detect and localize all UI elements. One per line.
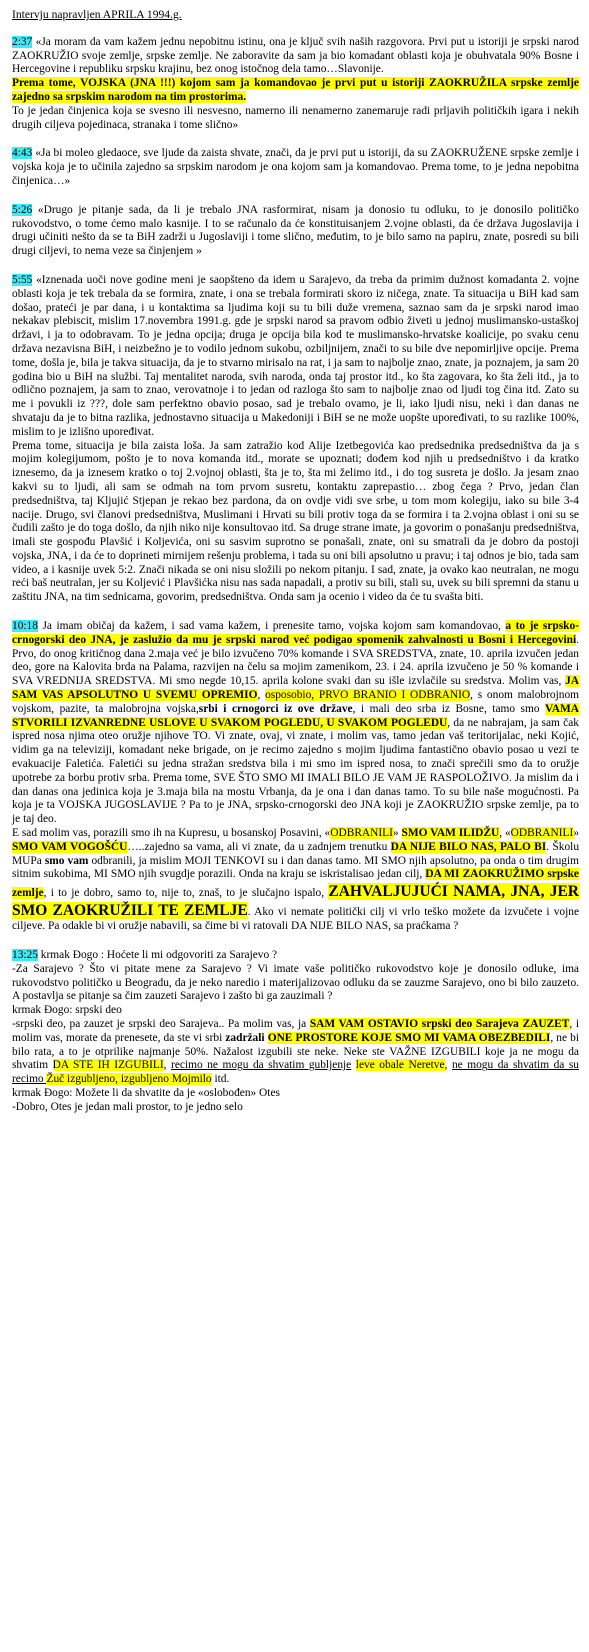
paragraph — [12, 274, 579, 440]
text-fragment: -Za Sarajevo ? Što vi pitate mene za Sarajevo ? Vi imate vaše političko rukovodstvo koje je donosilo odluke, ima rukovodstvo političko u Beogradu, da je neko naredio i materijalizovao odluku da se zauzme Sarajevo, ono bi bilo zauzeto. A postavlja se pitanje sa čim zauzeti Sarajevo i zašto bi ga zauzimali ? — [12, 962, 579, 1003]
text-fragment: » — [573, 827, 580, 840]
highlighted-text: DA STE IH IZGUBILI — [52, 1059, 164, 1072]
text-fragment: Prema tome, situacija je bila zaista loša. Ja sam zatražio kod Alije Izetbegovića kao predsednika predsedništva da ja s mojim kolegijumom, pošto je to nova komanda itd., morate se upoznati; dođem kod njih u predsedništvo i da kratko iznesemo, da ja iznesem kratko o toj 2.vojnoj oblasti, šta je to, šta mi želimo itd., i do tog susreta je došlo. Ja jesam znao kakvi su to ljudi, ali sam se odmah na tom prvom susretu, kontaktu zaprepastio… zbog čega ? Prvo, jedan član predsedništva, taj Kljujić Stjepan je rekao bez pardona, da on ovdje vidi sve srbe, u tom mom kolegiju, iako su bile 3-4 nacije. Drugo, svi članovi predsedništva, Muslimani i Hrvati su bili protiv toga da se formira i ta 2.vojna oblast i oni su se čudili zašto je do toga došlo, da njih niko nije konsultovao itd. Sa druge strane imate, ja govorim o ponašanju predsedništva, imali ste gospođu Plavšić i Koljevića, oni su sasvim suprotno se ponašali, znate, oni su smatrali da je dobro da postoji vojska, JNA, i da će to doprineti mirnijem rešenju problema, i tada su oni bili apsolutno u pravu; i taj odnos je bio, tada sam video, a i kasnije uvek 5:2. Znači nikada se oni nisu složili po nekom pitanju. I sad, znate, ja ovako kao neutralan, ne mogu reći baš neutralan, jer su Koljević i Plavšićka nisu nas sada napadali, a protiv su bili, stali su, uvek su bili spremni da stanu u zaštitu JNA, na tim sednicama, govorim, predsedništva. Onda sam ja ocenio i video da će tu svašta biti. — [12, 439, 579, 604]
paragraph — [12, 204, 579, 259]
highlighted-text: ODBRANILI — [510, 827, 574, 840]
text-fragment: -srpski deo, pa zauzet je srpski deo Sarajeva.. Pa molim vas, ja — [12, 1018, 310, 1030]
highlighted-text: DA MI ZAOKRUŽIMO srpske zemlje — [12, 868, 579, 900]
text-fragment: zadržali — [225, 1031, 265, 1044]
text-fragment: , — [163, 1059, 172, 1072]
interview-section — [12, 204, 579, 259]
text-fragment: Ja imam običaj da kažem, i sad vama kažem, i prenesite tamo, vojska kojom sam komandovao, — [37, 620, 506, 633]
text-fragment: krmak Đogo : Hoćete li mi odgovoriti za Sarajevo ? — [37, 949, 278, 962]
paragraph — [12, 620, 579, 827]
text-fragment: . Ako vi nemate politički cilj vi vrlo teško možete da izvučete i vojne ciljeve. Pa odakle bi vi oružje nabavili, sa čime bi vi ratovali DA NIJE BILO NAS, sa praćkama ? — [12, 906, 580, 933]
highlighted-text: leve obale Neretve — [355, 1059, 445, 1072]
paragraph — [12, 147, 579, 188]
paragraph — [12, 440, 579, 606]
timestamp: 5:55 — [12, 273, 33, 286]
text-fragment: srbi i crnogorci iz ove države — [198, 702, 353, 715]
paragraph — [12, 105, 579, 133]
paragraph — [12, 1018, 579, 1087]
text-fragment: , i to je dobro, samo to, nije to, znaš, to je slučajno ispalo, — [43, 887, 329, 900]
highlighted-text: JA SAM VAS APSOLUTNO U SVEMU OPREMIO — [12, 675, 579, 702]
text-fragment: , i molim vas, morate da prenesete, da ste vi srbi — [12, 1018, 579, 1044]
paragraph — [12, 949, 579, 963]
text-fragment: , ne bi bilo rata, a to je otprilike najmanje 50%. Nažalost izgubili ste neke. Neke ste VAŽNE IZGUBILI koje ja ne mogu da shvatim — [12, 1031, 580, 1072]
text-fragment: «Ja moram da vam kažem jednu nepobitnu istinu, ona je ključ svih naših razgovora. Prvi put u istoriji je srpski narod ZAOKRUŽIO svoje zemlje, srpske zemlje. Ne zaboravite da sam ja bio komadant oblasti koja je obuhvatala 90% Bosne i Hercegovine i republiku srpsku krajinu, bez onog istočnog dela tamo…Slavonije. — [12, 35, 579, 76]
interview-section — [12, 949, 579, 1115]
interview-section — [12, 274, 579, 605]
text-fragment: itd. — [211, 1073, 230, 1086]
highlighted-text: a to je srpsko-crnogorski deo JNA, je zaslužio da mu je srpski narod već podigao spomenik zahvalnosti u Bosni i Hercegovini — [12, 620, 579, 646]
text-fragment: , s onom malobrojnom vojskom, pazite, ta malobrojna vojska, — [12, 689, 579, 715]
paragraph — [12, 963, 579, 1004]
text-fragment: recimo ne mogu da shvatim gubljenje — [171, 1059, 352, 1072]
text-fragment: smo vam — [44, 854, 89, 867]
text-fragment: . Školu MUPa — [12, 840, 580, 867]
text-fragment: » — [392, 827, 402, 840]
text-fragment: krmak Đogo: Možete li da shvatite da je «oslobođen» Otes — [12, 1086, 280, 1099]
interview-section — [12, 620, 579, 934]
text-fragment: «Drugo je pitanje sada, da li je trebalo JNA rasformirat, nisam ja donosio tu odluku, to je donosilo političko rukovodstvo, o tome ćemo malo kasnije. I to se računalo da će konstituisanjem 2.vojne oblasti, da će država Jugoslavija i drugi učiniti nešto da se ta BiH zadrži u Jugoslaviji i tome slično, međutim, to je bilo samo na papiru, znate, posredi su bili drugi ciljevi, to nema veze sa činjenjem » — [12, 203, 579, 258]
text-fragment: . Prvo, do onog kritičnog dana 2.maja već je bilo izvučeno 70% komande i SVA SREDSTVA, znate, 10. aprila izvučen jedan deo, gore na Kalovita brda na Palama, razvijen na čelu sa mojim zamenikom, 23. i 24. aprila izvučeno je 50 % komande i SVA VREDNIJA SREDSTVA. Mi smo negde 10,15. aprila kolone svaki dan su išle izvlačile su sredstva. Molim vas, — [12, 633, 579, 688]
text-fragment: , i mali deo srba iz Bosne, tamo smo — [352, 702, 546, 715]
highlighted-text: ONE PROSTORE KOJE SMO MI VAMA OBEZBEDILI — [267, 1031, 551, 1044]
text-fragment: «Ja bi moleo gledaoce, sve ljude da zaista shvate, znači, da je prvi put u istoriji, da su ZAOKRUŽENE srpske zemlje i vojska koja je to učinila zajedno sa srpskim narodom je ona kojom sam ja komandovao. Prema tome, to je jedna nepobitna činjenica…» — [12, 147, 579, 187]
text-fragment: To je jedan činjenica koja se svesno ili nesvesno, namerno ili nenamerno zanemaruje radi prljavih političkih igara i nekih drugih ciljeva pojedinaca, stranaka i tome slično» — [12, 104, 579, 131]
highlighted-text: SMO VAM VOGOŠĆU — [12, 840, 128, 853]
text-fragment: -Dobro, Otes je jedan mali prostor, to je jedno selo — [12, 1100, 243, 1113]
document-title: Intervju napravljen APRILA 1994.g. — [12, 8, 182, 21]
highlighted-text: SAM VAM OSTAVIO srpski deo Sarajeva ZAUZET — [309, 1018, 570, 1030]
timestamp: 4:43 — [12, 147, 33, 160]
text-fragment: …..zajedno sa vama, ali vi znate, da u zadnjem trenutku — [127, 840, 391, 853]
paragraph — [12, 36, 579, 77]
text-fragment: , da ne nabrajam, ja sam čak ispred nosa njima oteo oružje njihove TO. Vi znate, ovaj, vi znate, i molim vas, tamo jedan vaš teritorijalac, neki Kojić, vidim ga na televiziji, komadant neke brigade, on je recimo zajedno s mojim ljudima fantastično obavio posao u vezi te evakuacije Faletića. Faletići su jedna stražan sredstva bila i mi smo im ispred nosa, to znači sprečili smo da to oružje upotrebe za borbu protiv srba. Prema tome, SVE ŠTO SMO MI IMALI BILO JE VAM JE RASPOLOŽIVO. Ja mislim da i dan danas ona jedinica koja je 3.maja bila na mostu Vrbanja, da je ona i dan danas tamo. To su bile naše mogućnosti. Pa koja je ta VOJSKA JUGOSLAVIJE ? Pa to je JNA, srpsko-crnogorski deo JNA koji je ZAOKRUŽIO srpske zemlje, pa to je taj deo. — [12, 716, 579, 826]
highlighted-text: SMO VAM ILIDŽU — [401, 827, 500, 840]
text-fragment: odbranili, ja mislim MOJI TENKOVI su i dan danas tamo. MI SMO njih apsolutno, pa onda o tim drugim sitnim sukobima, MI SMO njih svugdje porazili. Onda na kraju se iskristalisao jedan cilj, — [12, 854, 580, 881]
paragraph — [12, 77, 579, 105]
paragraph — [12, 827, 579, 934]
text-fragment: , « — [499, 827, 511, 840]
timestamp: 2:37 — [12, 35, 33, 48]
highlighted-text: osposobio, PRVO BRANIO I ODBRANIO — [265, 689, 471, 702]
paragraph — [12, 1004, 579, 1018]
timestamp: 13:25 — [12, 949, 38, 962]
highlighted-text: Prema tome, VOJSKA (JNA !!!) kojom sam ja komandovao je prvi put u istoriji ZAOKRUŽILA srpske zemlje zajedno sa srpskim narodom na tim prostorima. — [12, 77, 579, 103]
text-fragment: , — [444, 1059, 452, 1072]
text-fragment: E sad molim vas, porazili smo ih na Kupresu, u bosanskoj Posavini, « — [12, 827, 331, 840]
timestamp: 5:26 — [12, 203, 33, 216]
highlighted-text: VAMA STVORILI IZVANREDNE USLOVE U SVAKOM POGLEDU, U SVAKOM POGLEDU — [12, 702, 580, 729]
text-fragment: , — [257, 689, 266, 702]
paragraph — [12, 1087, 579, 1101]
text-fragment: krmak Đogo: srpski deo — [12, 1004, 122, 1017]
interview-section — [12, 147, 579, 188]
highlighted-text: ODBRANILI — [330, 827, 393, 840]
timestamp: 10:18 — [12, 620, 38, 633]
text-fragment: ne mogu da shvatim da su recimo — [12, 1059, 579, 1086]
paragraph — [12, 1101, 579, 1115]
highlighted-text: Žuč izgubljeno, izgubljeno Mojmilo — [46, 1073, 212, 1086]
text-fragment: «Iznenada uoči nove godine meni je saopšteno da idem u Sarajevo, da treba da primim dužnost komadanta 2. vojne oblasti koja je tek trebala da se formira, znate, i ona se trebala formirati skoro iz ničega, znate. Ta situacija u BiH kad sam došao, prateći je par dana, i u kontaktima sa ljudima koji su tu bili duže vremena, saznao sam da je srpski narod imao nekakav plebiscit, mislim 17.novembra 1991.g. gde je srpski narod sa pravom odbio živeti u jednoj muslimansko-ustaškoj državi, i ja to odobravam. To je jedna opcija; druga je opcija bila kod te muslimansko-hrvatske koalicije, po svaku cenu država nezavisna BiH, i neizbežno je to vodilo jednom sukobu, ozbiljnijem, znači to su bile dve nepomirljive opcije. Prema tome, došla je, bila je takva situacija, da je to stvarno mirisalo na rat, i ja sam to najbolje znao, znate, ja poznajem, ja sam 20 godina bio u BiH na službi. Taj mentalitet naroda, svih naroda, onda taj prostor itd., ko šta zagovara, ko šta želi itd., ja to odlično poznajem, ja sam to znao, verovatnoje i to jedan od razloga što sam to najbolje znao od ljudi tog čina itd. Zato su me i povukli iz ???, dole sam perfektno obavio posao, sad je trebalo ovamo, je li, iako ljudi nisu, neki i dan danas ne shvataju da je to bitna razlika, jednostavno situacija u Makedoniji i BiH se ne može uopšte upoređivati, to su razlike 100%, mislim to je izlišno upoređivat. — [12, 273, 579, 438]
interview-section — [12, 36, 579, 133]
highlighted-text: DA NIJE BILO NAS, PALO BI — [390, 840, 547, 853]
interview-sections — [12, 36, 579, 1115]
highlighted-text: ZAHVALJUJUĆI NAMA, JNA, JER SMO ZAOKRUŽILI TE ZEMLJE — [12, 883, 579, 920]
